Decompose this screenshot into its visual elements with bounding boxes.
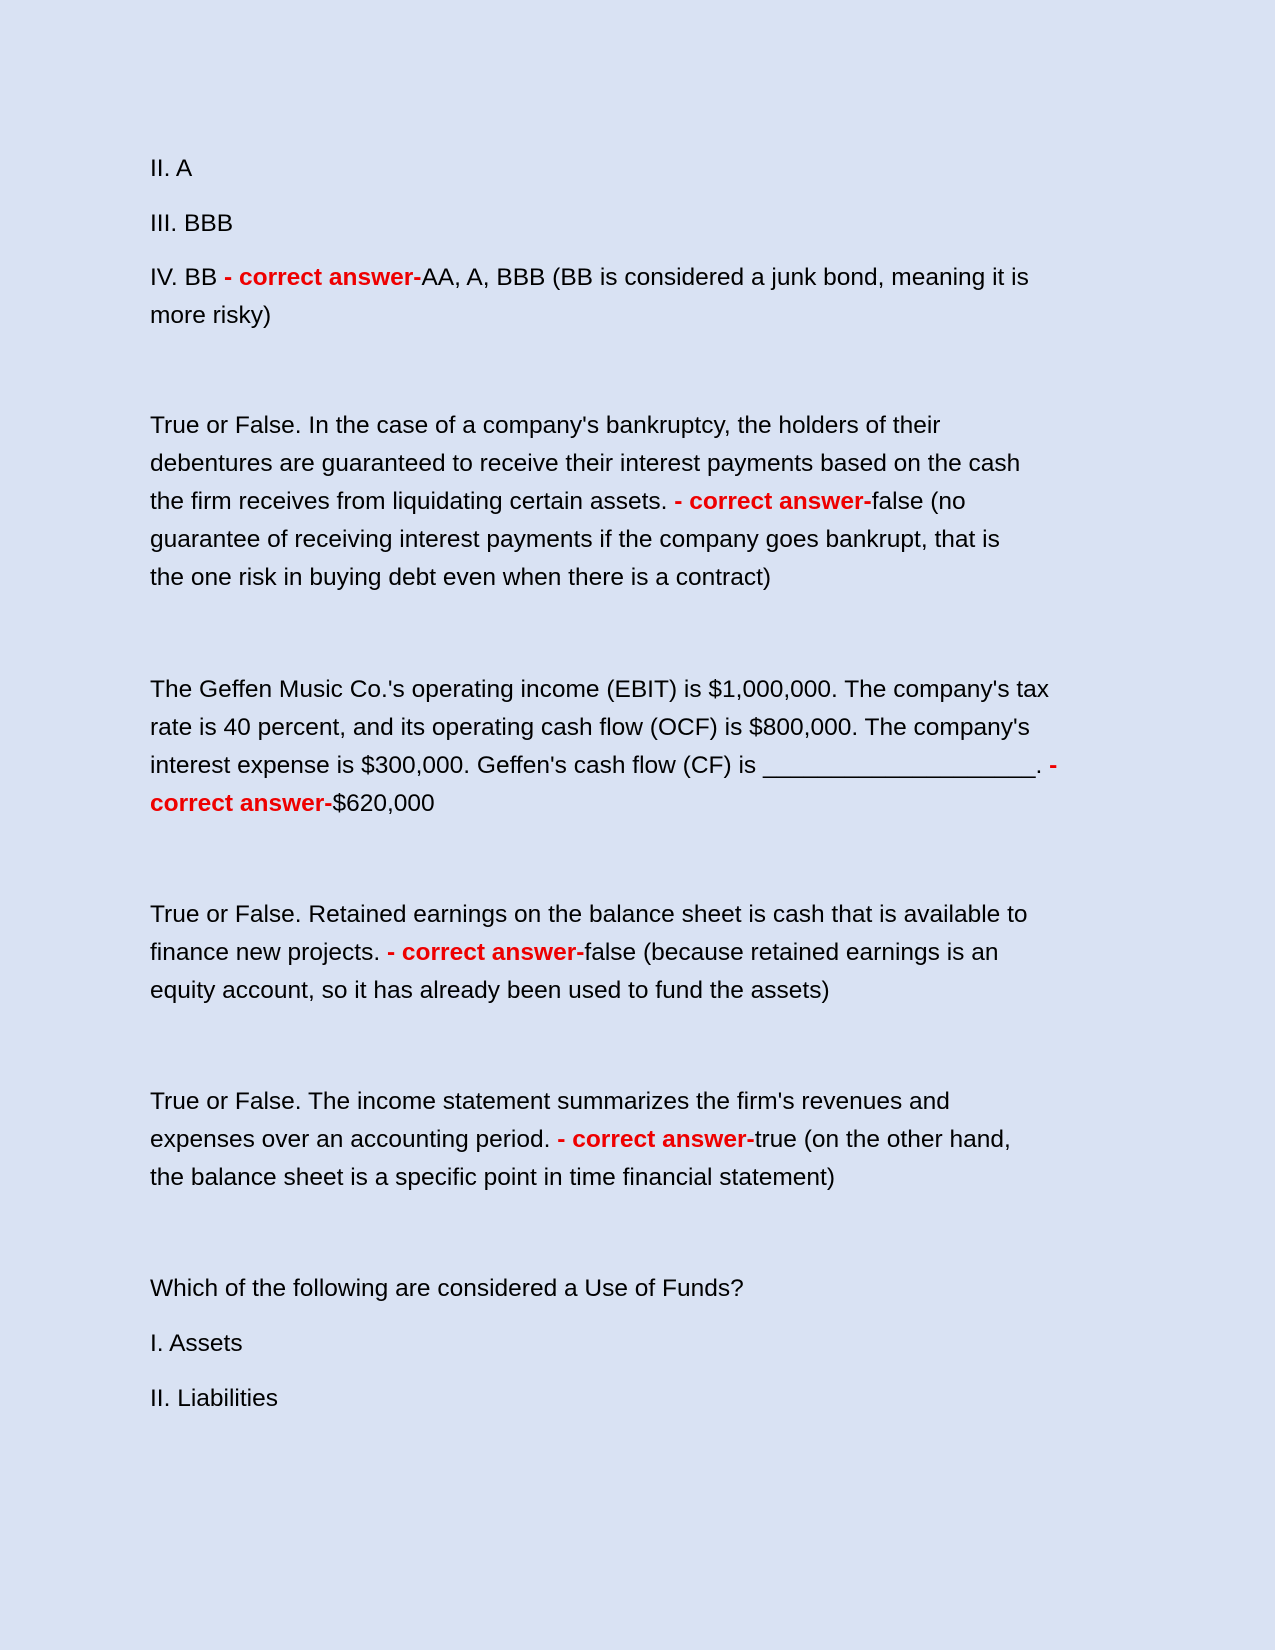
correct-answer-marker: - correct answer- [674, 488, 872, 515]
question-line: True or False. The income statement summarizes the firm's revenues and [150, 1088, 950, 1115]
question-text: interest expense is $300,000. Geffen's cash flow (CF) is ____________________. [150, 752, 1050, 779]
question-answer-line [150, 1121, 1125, 1160]
answer-text-cont: more risky) [150, 302, 272, 329]
option-iv: IV. BB [150, 264, 225, 291]
answer-text: false (no [871, 488, 966, 515]
answer-line [150, 785, 1125, 824]
correct-answer-marker: - correct answer- [386, 939, 585, 966]
answer-text-cont: the balance sheet is a specific point in time financial statement) [150, 1164, 836, 1191]
question-line: True or False. In the case of a company's bankruptcy, the holders of their [150, 412, 941, 439]
option-i: I. Assets [150, 1330, 243, 1357]
answer-text-cont: guarantee of receiving interest payments if the company goes bankrupt, that is [150, 526, 1000, 553]
answer-text: true (on the other hand, [754, 1126, 1011, 1153]
answer-text-cont: the one risk in buying debt even when there is a contract) [150, 564, 772, 591]
question-line: True or False. Retained earnings on the balance sheet is cash that is available to [150, 901, 1028, 928]
option-ii: II. A [150, 155, 193, 182]
option-ii: II. Liabilities [150, 1385, 279, 1412]
correct-answer-marker: correct answer- [150, 790, 333, 817]
answer-text: $620,000 [332, 790, 435, 817]
option-iii: III. BBB [150, 210, 234, 237]
correct-answer-marker: - [1049, 752, 1058, 779]
answer-text: AA, A, BBB (BB is considered a junk bond, meaning it is [421, 264, 1029, 291]
correct-answer-marker: - correct answer- [224, 264, 422, 291]
question-text: expenses over an accounting period. [150, 1126, 558, 1153]
question-answer-line [150, 934, 1125, 973]
question-line [150, 747, 1125, 786]
question-text: the firm receives from liquidating certain assets. [150, 488, 675, 515]
correct-answer-marker: - correct answer- [557, 1126, 755, 1153]
question-text: finance new projects. [150, 939, 387, 966]
question-line: rate is 40 percent, and its operating cash flow (OCF) is $800,000. The company's [150, 714, 1030, 741]
question-line: debentures are guaranteed to receive their interest payments based on the cash [150, 450, 1021, 477]
question-line: The Geffen Music Co.'s operating income (EBIT) is $1,000,000. The company's tax [150, 676, 1050, 703]
answer-text: false (because retained earnings is an [584, 939, 999, 966]
document-page [150, 0, 1125, 1650]
option-iv-line [150, 259, 1125, 298]
question-line: Which of the following are considered a Use of Funds? [150, 1275, 744, 1302]
answer-text-cont: equity account, so it has already been used to fund the assets) [150, 977, 830, 1004]
question-answer-line [150, 483, 1125, 522]
